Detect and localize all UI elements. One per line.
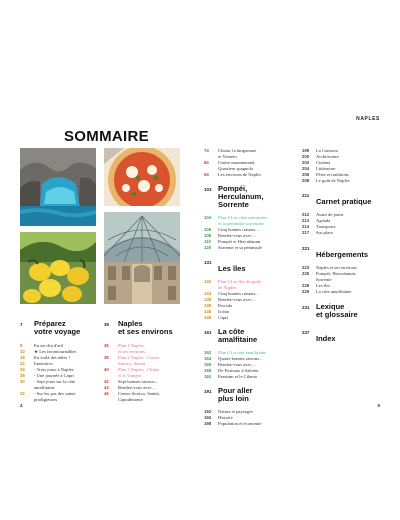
toc-item[interactable]: 192 Nature et paysages xyxy=(204,409,253,414)
toc-item[interactable]: 104 Plan 4 Les cités retrouvées et la péninsule sorrentine xyxy=(204,215,268,226)
section-page-number: 221 xyxy=(302,246,310,251)
toc-list xyxy=(20,343,96,403)
section-title: Herculanum, xyxy=(218,192,264,201)
section-page-number: 35 xyxy=(104,322,110,327)
folio-left: 4 xyxy=(20,403,23,408)
toc-item[interactable]: 184 Paestum et le Cilento xyxy=(204,374,258,379)
section-page-number: 191 xyxy=(204,389,212,394)
toc-item[interactable]: 162 Plan 6 La côte amalfitaine xyxy=(204,350,267,355)
toc-item[interactable]: 164 Quatre bonnes raisons... xyxy=(204,356,263,361)
running-head: NAPLES xyxy=(356,116,380,122)
section-page-number: 231 xyxy=(302,305,310,310)
toc-section-cote xyxy=(204,328,296,380)
toc-item[interactable]: 28 - Une journée à Capri xyxy=(20,373,74,378)
toc-section-carnet xyxy=(302,191,394,236)
toc-item[interactable]: 132 Plan 5 Les îles du golfe de Naples xyxy=(204,279,262,290)
section-title: votre voyage xyxy=(34,327,81,336)
toc-item[interactable]: 42 Sept bonnes raisons... xyxy=(104,379,158,384)
toc-item[interactable]: 198 Population et économie xyxy=(204,421,262,426)
toc-item[interactable]: 168 De Positano à Salerne xyxy=(204,368,259,373)
toc-item[interactable]: 108 Rendez-vous avec... xyxy=(204,233,255,238)
toc-item[interactable]: 24 - Trois jours à Naples xyxy=(20,367,74,372)
section-title: Hébergements xyxy=(316,250,369,259)
section-title: Pompéi, xyxy=(218,184,248,193)
toc-section-lexique[interactable] xyxy=(302,303,394,322)
section-page-number: 131 xyxy=(204,260,212,265)
toc-section-iles xyxy=(204,258,296,321)
toc-item[interactable]: 32 - Sur les pas des saints prodigieuses xyxy=(20,391,76,402)
section-page-number: 103 xyxy=(204,187,212,192)
toc-item[interactable]: 200 Architecture xyxy=(302,154,339,159)
toc-item[interactable]: 10 ★ Les incontournables xyxy=(20,349,77,354)
toc-item[interactable]: 120 Sorrente et sa péninsule xyxy=(204,245,262,250)
toc-item[interactable]: 228 Les îles xyxy=(302,283,331,288)
toc-item[interactable]: 226 Pompéi, Herculanum, Sorrente xyxy=(302,271,357,282)
toc-item[interactable]: 36 Plan 1 Naples et ses environs xyxy=(104,343,146,354)
sea-grotto-photo xyxy=(20,148,96,226)
section-page-number: 237 xyxy=(302,330,310,335)
toc-list xyxy=(204,350,296,380)
toc-section-hebergements xyxy=(302,244,394,295)
toc-item[interactable]: 223 Naples et ses environs xyxy=(302,265,357,270)
section-title: Les îles xyxy=(218,264,246,273)
galleria-dome-photo xyxy=(104,212,180,304)
toc-item[interactable]: 199 La Camorra xyxy=(302,148,339,153)
toc-item[interactable]: 217 Sur place xyxy=(302,230,334,235)
page-title: SOMMAIRE xyxy=(64,128,149,145)
lemons-photo xyxy=(20,232,96,304)
toc-item[interactable]: 202 Cinéma xyxy=(302,160,331,165)
section-page-number: 211 xyxy=(302,193,310,198)
section-title: Lexique xyxy=(316,302,345,311)
section-page-number: 7 xyxy=(20,322,23,327)
toc-list xyxy=(204,279,296,321)
toc-item[interactable]: 135 Rendez-vous avec... xyxy=(204,297,255,302)
toc-item[interactable]: 38 Plan 2 Naples : Centro Storico, Sanità xyxy=(104,355,160,366)
section-title: plus loin xyxy=(218,394,249,403)
toc-item[interactable]: 140 Ischia xyxy=(204,309,229,314)
toc-item[interactable]: 165 Rendez-vous avec... xyxy=(204,362,255,367)
toc-item[interactable]: 46 Centro Storico, Sanità, Capodimonte xyxy=(104,391,160,402)
toc-list xyxy=(302,148,394,184)
toc-item[interactable]: 214 Transports xyxy=(302,224,336,229)
toc-item[interactable]: 22 Itinéraires xyxy=(20,361,53,366)
section-title: La côte xyxy=(218,327,245,336)
toc-section-pour-aller xyxy=(204,387,296,427)
toc-item[interactable]: 84 Centre monumental, Quartiere spagnola xyxy=(204,160,256,171)
toc-list xyxy=(302,265,394,295)
toc-item[interactable]: 134 Cinq bonnes raisons... xyxy=(204,291,259,296)
toc-section-index[interactable] xyxy=(302,328,394,346)
toc-item[interactable]: 18 En voilà des idées ! xyxy=(20,355,70,360)
section-title: et ses environs xyxy=(118,327,173,336)
toc-list xyxy=(302,212,394,236)
toc-item[interactable]: 213 Agenda xyxy=(302,218,331,223)
toc-section-preparez xyxy=(20,320,96,403)
toc-section-pompei xyxy=(204,185,296,251)
pizza-photo xyxy=(104,148,180,206)
toc-item[interactable]: 43 Rendez-vous avec... xyxy=(104,385,155,390)
toc-item[interactable]: 94 Les environs de Naples xyxy=(204,172,261,177)
section-title: Pour aller xyxy=(218,386,253,395)
toc-item[interactable]: 138 Procida xyxy=(204,303,233,308)
toc-item[interactable]: 8 En un clin d'œil xyxy=(20,343,64,348)
section-page-number: 161 xyxy=(204,330,212,335)
toc-section-naples xyxy=(104,320,184,403)
section-title: amalfitaine xyxy=(218,335,258,344)
toc-item[interactable]: 74 Chiaia, la lungomare et Vomero xyxy=(204,148,257,159)
toc-item[interactable]: 145 Capri xyxy=(204,315,229,320)
toc-item[interactable]: 212 Avant de partir xyxy=(302,212,344,217)
toc-item[interactable]: 194 Histoire xyxy=(204,415,233,420)
toc-item[interactable]: 110 Pompéi et Herculanum xyxy=(204,239,261,244)
section-title: Index xyxy=(316,334,336,343)
toc-list xyxy=(204,409,296,427)
toc-item[interactable]: 204 Littérature xyxy=(302,166,336,171)
section-title: et glossaire xyxy=(316,310,358,319)
toc-list xyxy=(204,148,296,178)
toc-item[interactable]: 40 Plan 3 Naples : Chiaia et le Vomero xyxy=(104,367,160,378)
toc-list xyxy=(104,343,184,403)
section-title: Carnet pratique xyxy=(316,197,372,206)
toc-column-3 xyxy=(204,148,296,427)
toc-item[interactable]: 30 - Sept jours sur la côte amalfitaine xyxy=(20,379,76,390)
toc-item[interactable]: 229 La côte amalfitaine xyxy=(302,289,352,294)
toc-item[interactable]: 208 Le goût de Naples xyxy=(302,178,350,183)
section-title: Naples xyxy=(118,319,143,328)
section-title: Préparez xyxy=(34,319,66,328)
toc-item[interactable]: 206 Fêtes et traditions xyxy=(302,172,349,177)
section-title: Sorrente xyxy=(218,200,249,209)
toc-column-4 xyxy=(302,148,394,346)
folio-right: 5 xyxy=(377,403,380,408)
toc-item[interactable]: 106 Cinq bonnes raisons... xyxy=(204,227,259,232)
toc-list xyxy=(204,215,296,251)
